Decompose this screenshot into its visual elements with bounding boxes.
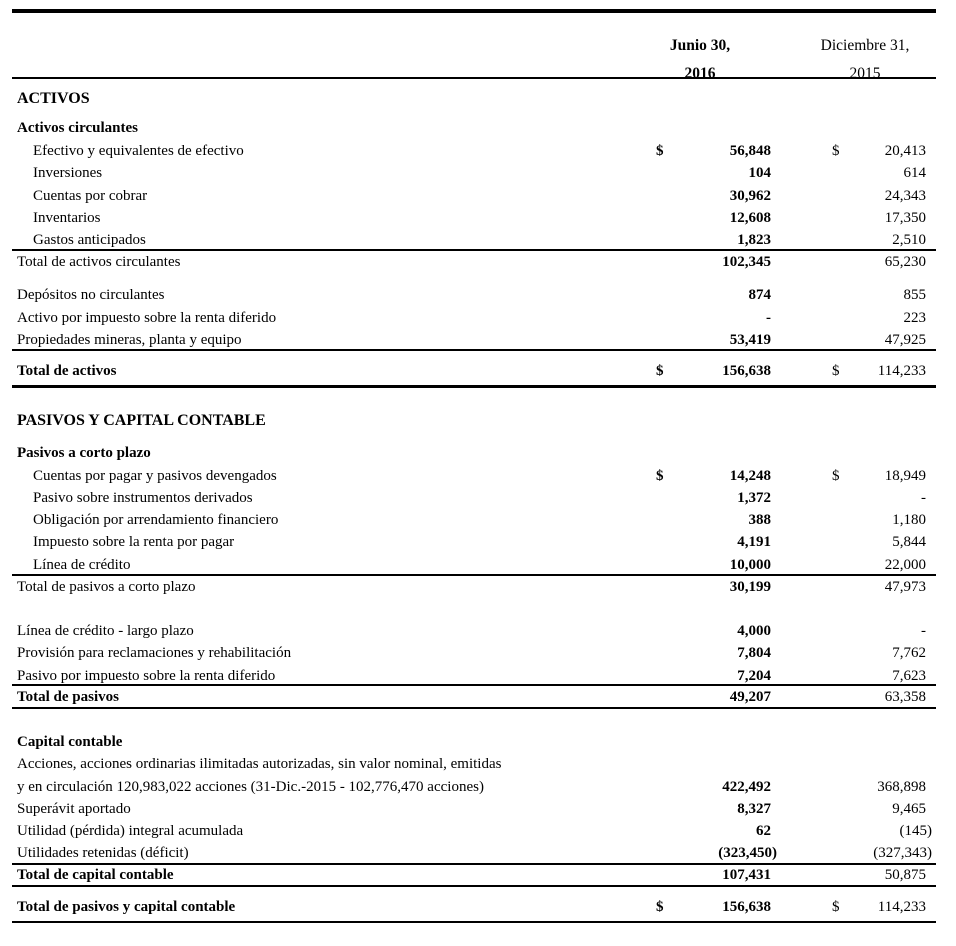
value-2015: 50,875: [884, 867, 926, 883]
row-label: Pasivos a corto plazo: [17, 445, 151, 461]
row-label: Pasivo sobre instrumentos derivados: [33, 490, 253, 506]
value-2015: -: [921, 623, 926, 639]
column-header-line2: 2016: [684, 65, 716, 82]
column-header-line1: Diciembre 31,: [820, 37, 910, 54]
value-2015: 855: [903, 287, 926, 303]
horizontal-rule: [12, 574, 936, 576]
row-label: Acciones, acciones ordinarias ilimitadas autorizadas, sin valor nominal, emitidas: [17, 756, 502, 772]
value-2015: 9,465: [892, 801, 926, 817]
value-2015: 20,413: [884, 143, 926, 159]
value-2016: -: [766, 310, 771, 326]
value-2016: 30,199: [729, 579, 771, 595]
value-2016: 7,804: [737, 645, 771, 661]
value-2015: 18,949: [884, 468, 926, 484]
row-label: Depósitos no circulantes: [17, 287, 165, 303]
value-2015: 22,000: [884, 557, 926, 573]
currency-symbol-2015: $: [832, 468, 840, 484]
row-label: Inventarios: [33, 210, 101, 226]
value-2015: 5,844: [892, 534, 926, 550]
row-label: Total de capital contable: [17, 867, 174, 883]
value-2016: 874: [748, 287, 771, 303]
value-2015: 223: [903, 310, 926, 326]
value-2016: 1,823: [737, 232, 771, 248]
horizontal-rule: [12, 885, 936, 887]
value-2015: 114,233: [877, 363, 926, 379]
value-2015: 114,233: [877, 899, 926, 915]
value-2016: 30,962: [729, 188, 771, 204]
row-label: Utilidad (pérdida) integral acumulada: [17, 823, 244, 839]
value-2015: -: [921, 490, 926, 506]
value-2016: 53,419: [729, 332, 771, 348]
value-2015: 7,623: [892, 668, 926, 684]
value-2016: 12,608: [729, 210, 771, 226]
value-2015: 2,510: [892, 232, 926, 248]
currency-symbol-2016: $: [656, 468, 664, 484]
currency-symbol-2016: $: [656, 363, 664, 379]
currency-symbol-2015: $: [832, 363, 840, 379]
value-2015: 65,230: [884, 254, 926, 270]
value-2015: 614: [903, 165, 926, 181]
value-2016: 14,248: [729, 468, 771, 484]
row-label: Cuentas por pagar y pasivos devengados: [33, 468, 277, 484]
horizontal-rule: [12, 707, 936, 709]
value-2015: 63,358: [884, 689, 926, 705]
value-2015: 24,343: [884, 188, 926, 204]
row-label: PASIVOS Y CAPITAL CONTABLE: [17, 412, 266, 429]
value-2016: 102,345: [722, 254, 771, 270]
value-2016: 4,000: [737, 623, 771, 639]
row-label: Obligación por arrendamiento financiero: [33, 512, 279, 528]
value-2016: 62: [756, 823, 771, 839]
column-header-december-2015: [800, 32, 930, 88]
row-label: Total de pasivos y capital contable: [17, 899, 236, 915]
horizontal-rule: [12, 349, 936, 351]
currency-symbol-2015: $: [832, 143, 840, 159]
row-label: Provisión para reclamaciones y rehabilitación: [17, 645, 292, 661]
value-2016: 56,848: [729, 143, 771, 159]
horizontal-rule: [12, 9, 936, 13]
row-label: Impuesto sobre la renta por pagar: [33, 534, 235, 550]
value-2016: 7,204: [737, 668, 771, 684]
horizontal-rule: [12, 863, 936, 865]
value-2015: (145): [899, 823, 932, 839]
row-label: Pasivo por impuesto sobre la renta diferido: [17, 668, 276, 684]
currency-symbol-2015: $: [832, 899, 840, 915]
horizontal-rule: [12, 249, 936, 251]
value-2016: 422,492: [722, 779, 771, 795]
row-label: Total de activos circulantes: [17, 254, 181, 270]
row-label: Activo por impuesto sobre la renta diferido: [17, 310, 277, 326]
value-2016: 107,431: [722, 867, 771, 883]
row-label: Superávit aportado: [17, 801, 131, 817]
currency-symbol-2016: $: [656, 143, 664, 159]
column-header-june-2016: [640, 32, 760, 88]
value-2015: 368,898: [877, 779, 926, 795]
row-label: Capital contable: [17, 734, 123, 750]
row-label: Utilidades retenidas (déficit): [17, 845, 189, 861]
value-2016: 1,372: [737, 490, 771, 506]
value-2015: 1,180: [892, 512, 926, 528]
value-2016: 388: [748, 512, 771, 528]
currency-symbol-2016: $: [656, 899, 664, 915]
horizontal-rule: [12, 77, 936, 79]
row-label: Efectivo y equivalentes de efectivo: [33, 143, 244, 159]
row-label: Total de pasivos a corto plazo: [17, 579, 196, 595]
value-2016: 156,638: [722, 899, 771, 915]
horizontal-rule: [12, 921, 936, 923]
value-2015: 47,925: [884, 332, 926, 348]
row-label: Total de activos: [17, 363, 117, 379]
value-2016: 49,207: [729, 689, 771, 705]
row-label: y en circulación 120,983,022 acciones (31-Dic.-2015 - 102,776,470 acciones): [17, 779, 484, 795]
value-2016: 4,191: [737, 534, 771, 550]
value-2016: 156,638: [722, 363, 771, 379]
value-2016: 104: [748, 165, 771, 181]
row-label: ACTIVOS: [17, 90, 90, 107]
row-label: Total de pasivos: [17, 689, 119, 705]
row-label: Gastos anticipados: [33, 232, 146, 248]
row-label: Activos circulantes: [17, 120, 138, 136]
column-header-line1: Junio 30,: [669, 37, 731, 54]
row-label: Propiedades mineras, planta y equipo: [17, 332, 242, 348]
row-label: Inversiones: [33, 165, 103, 181]
value-2016: (323,450): [718, 845, 777, 861]
row-label: Cuentas por cobrar: [33, 188, 148, 204]
column-header-line2: 2015: [849, 65, 881, 82]
value-2015: 17,350: [884, 210, 926, 226]
value-2016: 8,327: [737, 801, 771, 817]
row-label: Línea de crédito - largo plazo: [17, 623, 194, 639]
horizontal-rule: [12, 385, 936, 388]
value-2016: 10,000: [729, 557, 771, 573]
row-label: Línea de crédito: [33, 557, 131, 573]
value-2015: 47,973: [884, 579, 926, 595]
value-2015: (327,343): [873, 845, 932, 861]
value-2015: 7,762: [892, 645, 926, 661]
